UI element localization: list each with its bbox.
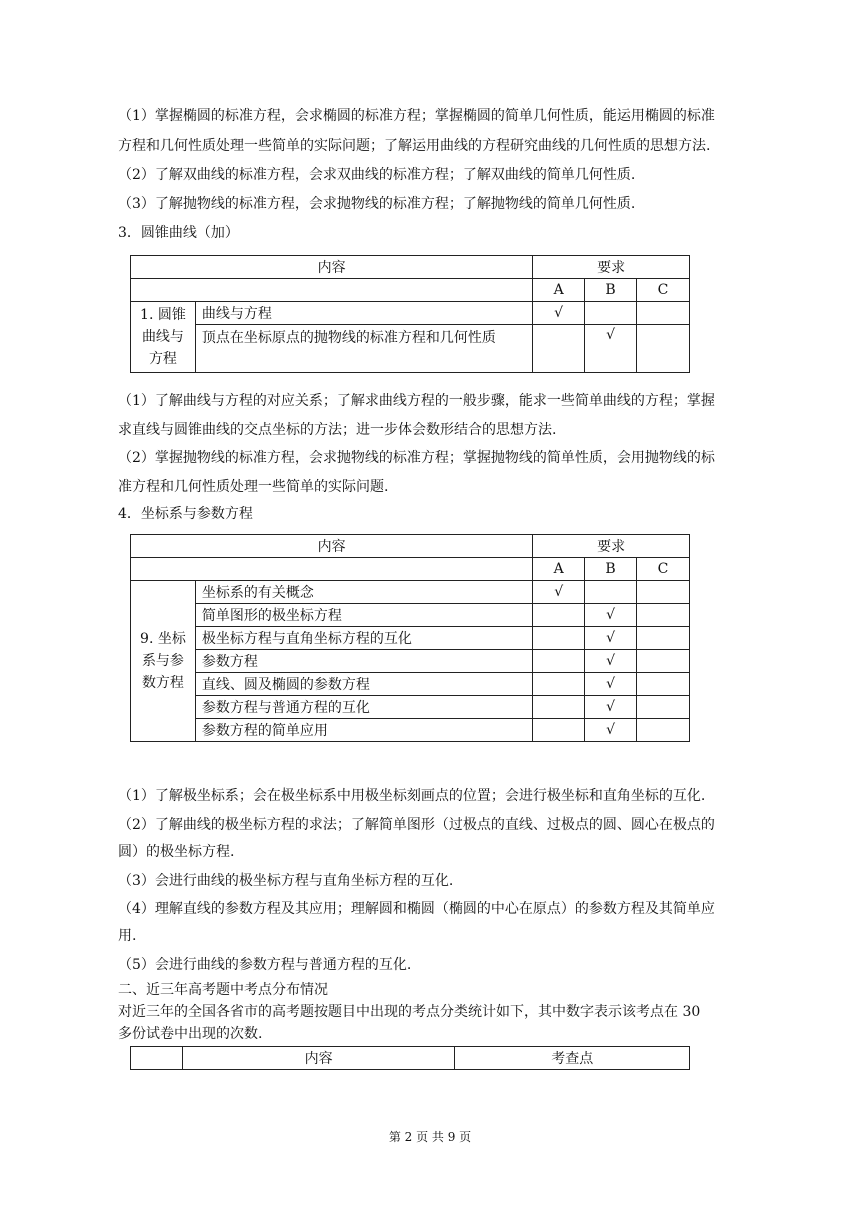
- check-a: √: [533, 302, 585, 325]
- requirements-table-polar: [130, 534, 690, 742]
- part-heading: 二、近三年高考题中考点分布情况: [118, 982, 328, 998]
- check-b: √: [585, 325, 637, 373]
- row-item: 简单图形的极坐标方程: [195, 604, 532, 627]
- check-c: [637, 673, 690, 696]
- row-item: 曲线与方程: [195, 302, 532, 325]
- header-exam-point: 考查点: [455, 1047, 690, 1070]
- check-c: [637, 696, 690, 719]
- paragraph-line: 求直线与圆锥曲线的交点坐标的方法；进一步体会数形结合的思想方法.: [118, 422, 557, 438]
- paragraph-line: 圆）的极坐标方程.: [118, 844, 235, 860]
- page-footer: 第 2 页 共 9 页: [388, 1130, 472, 1144]
- check-a: [533, 696, 585, 719]
- exam-points-table: [130, 1046, 690, 1070]
- check-b: [585, 581, 637, 604]
- paragraph-line: 用.: [118, 928, 137, 944]
- check-b: √: [585, 650, 637, 673]
- row-item: 参数方程的简单应用: [195, 719, 532, 742]
- group-line: 曲线与: [141, 329, 184, 345]
- section-heading: 3．圆锥曲线（加）: [118, 225, 239, 241]
- header-content: 内容: [182, 1047, 455, 1070]
- check-b: √: [585, 673, 637, 696]
- paragraph-line: （1）掌握椭圆的标准方程，会求椭圆的标准方程；掌握椭圆的简单几何性质，能运用椭圆的标准: [118, 108, 715, 124]
- check-b: √: [585, 696, 637, 719]
- check-a: [533, 325, 585, 373]
- check-c: [637, 650, 690, 673]
- check-b: √: [585, 719, 637, 742]
- col-a: A: [533, 558, 585, 581]
- col-c: C: [637, 558, 690, 581]
- row-item: 坐标系的有关概念: [195, 581, 532, 604]
- header-content: 内容: [131, 535, 533, 558]
- header-blank: [131, 1047, 183, 1070]
- header-requirement: 要求: [533, 256, 690, 279]
- check-a: [533, 604, 585, 627]
- header-blank: [131, 558, 533, 581]
- group-cell: [131, 581, 196, 742]
- paragraph-line: （2）了解双曲线的标准方程，会求双曲线的标准方程；了解双曲线的简单几何性质.: [118, 167, 636, 183]
- row-item: 极坐标方程与直角坐标方程的互化: [195, 627, 532, 650]
- col-b: B: [585, 279, 637, 302]
- header-requirement: 要求: [533, 535, 690, 558]
- check-c: [637, 627, 690, 650]
- check-c: [637, 719, 690, 742]
- paragraph-line: （5）会进行曲线的参数方程与普通方程的互化.: [118, 957, 412, 973]
- group-cell: [131, 302, 196, 373]
- check-a: [533, 627, 585, 650]
- col-a: A: [533, 279, 585, 302]
- paragraph-line: 方程和几何性质处理一些简单的实际问题；了解运用曲线的方程研究曲线的几何性质的思想方法.: [118, 138, 711, 154]
- check-b: √: [585, 604, 637, 627]
- paragraph-line: （2）掌握抛物线的标准方程，会求抛物线的标准方程；掌握抛物线的简单性质，会用抛物线的标: [118, 450, 715, 466]
- paragraph-line: （2）了解曲线的极坐标方程的求法；了解简单图形（过极点的直线、过极点的圆、圆心在极点的: [118, 817, 715, 833]
- group-line: 系与参: [141, 653, 184, 669]
- check-c: [637, 302, 690, 325]
- check-c: [637, 604, 690, 627]
- check-a: √: [533, 581, 585, 604]
- group-line: 方程: [148, 351, 177, 367]
- check-b: [585, 302, 637, 325]
- group-line: 数方程: [141, 675, 184, 691]
- check-a: [533, 673, 585, 696]
- row-item: 参数方程: [195, 650, 532, 673]
- row-item: 直线、圆及椭圆的参数方程: [195, 673, 532, 696]
- requirements-table-conic: [130, 255, 690, 373]
- group-line: 9. 坐标: [140, 631, 186, 647]
- check-b: √: [585, 627, 637, 650]
- paragraph-line: （3）会进行曲线的极坐标方程与直角坐标方程的互化.: [118, 873, 454, 889]
- col-c: C: [637, 279, 690, 302]
- paragraph-line: （3）了解抛物线的标准方程，会求抛物线的标准方程；了解抛物线的简单几何性质.: [118, 196, 636, 212]
- row-item: 参数方程与普通方程的互化: [195, 696, 532, 719]
- header-content: 内容: [131, 256, 533, 279]
- section-heading: 4．坐标系与参数方程: [118, 506, 253, 522]
- check-c: [637, 581, 690, 604]
- header-blank: [131, 279, 533, 302]
- row-item: 顶点在坐标原点的抛物线的标准方程和几何性质: [195, 325, 532, 373]
- paragraph-line: 对近三年的全国各省市的高考题按题目中出现的考点分类统计如下，其中数字表示该考点在 30: [118, 1004, 701, 1020]
- check-a: [533, 719, 585, 742]
- paragraph-line: 准方程和几何性质处理一些简单的实际问题.: [118, 479, 389, 495]
- check-c: [637, 325, 690, 373]
- group-line: 1. 圆锥: [140, 307, 186, 323]
- paragraph-line: 多份试卷中出现的次数.: [118, 1026, 263, 1042]
- paragraph-line: （1）了解曲线与方程的对应关系；了解求曲线方程的一般步骤，能求一些简单曲线的方程；掌握: [118, 393, 715, 409]
- paragraph-line: （4）理解直线的参数方程及其应用；理解圆和椭圆（椭圆的中心在原点）的参数方程及其简单应: [118, 901, 715, 917]
- paragraph-line: （1）了解极坐标系；会在极坐标系中用极坐标刻画点的位置；会进行极坐标和直角坐标的互化.: [118, 788, 706, 804]
- col-b: B: [585, 558, 637, 581]
- check-a: [533, 650, 585, 673]
